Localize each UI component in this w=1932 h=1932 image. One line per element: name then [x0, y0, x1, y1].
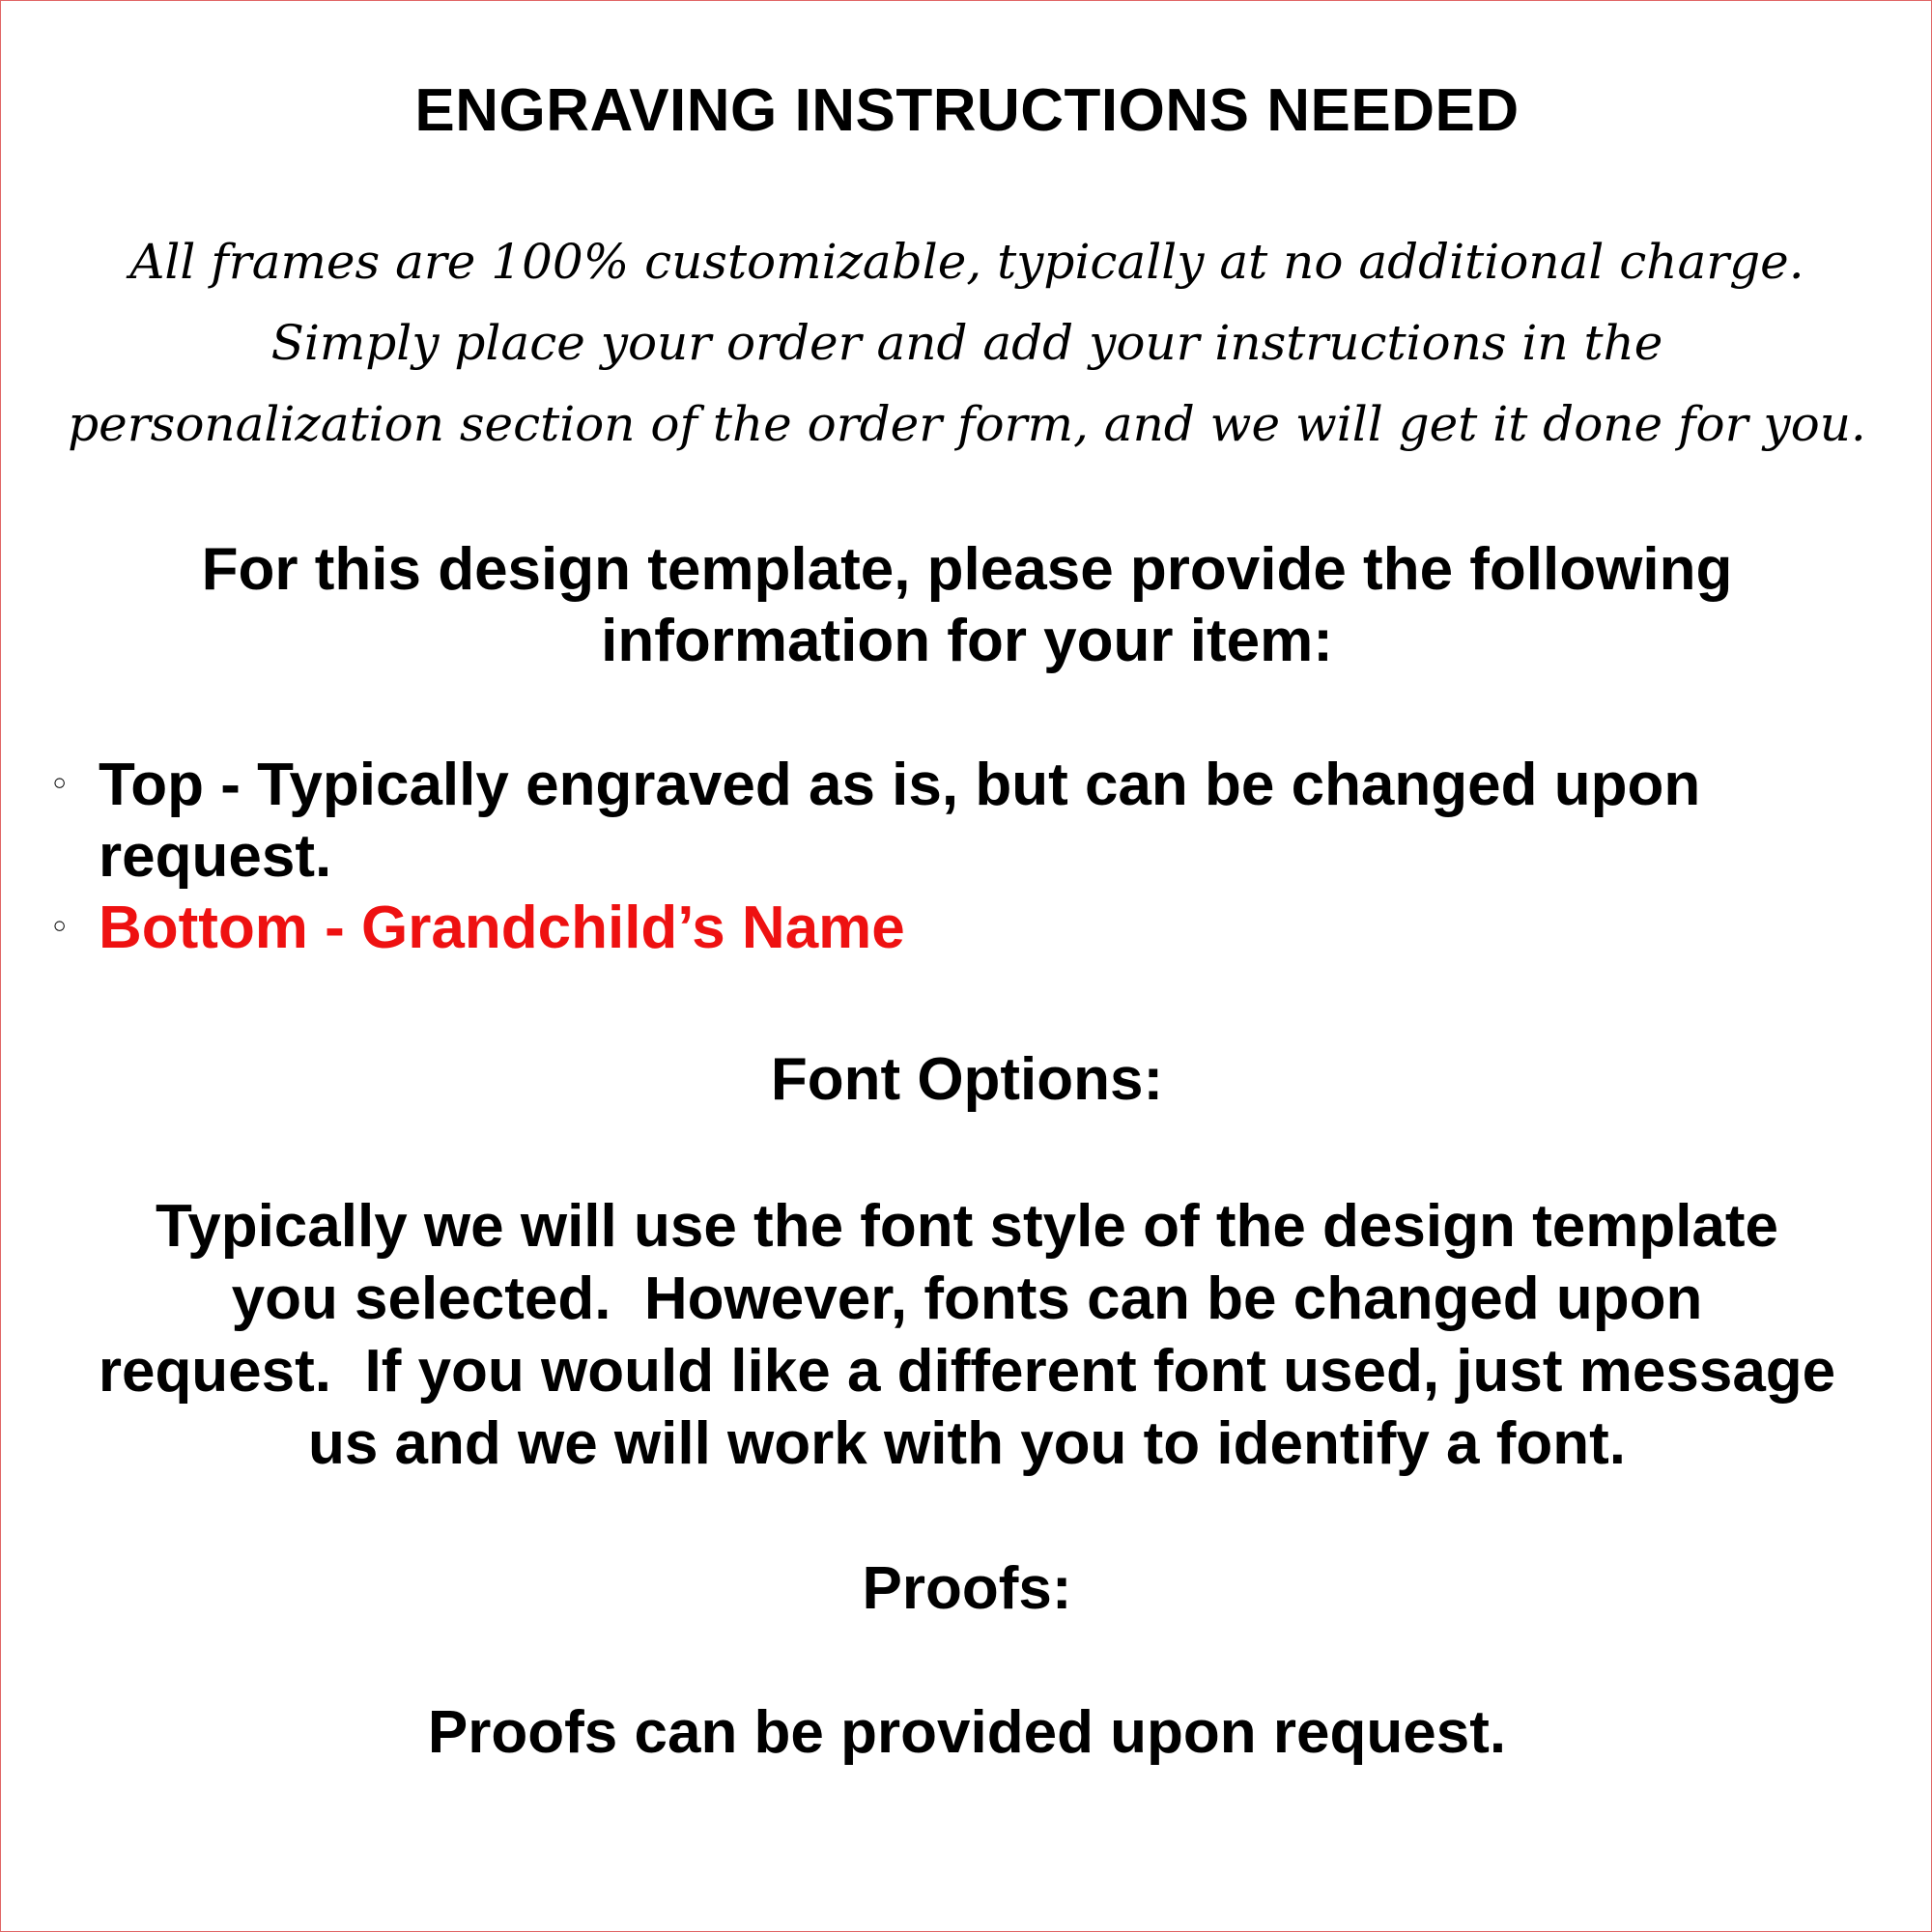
customization-note-line: personalization section of the order form, and we will get it done for you. — [68, 396, 1866, 452]
list-item-text-line: Top - Typically engraved as is, but can be changed upon — [99, 752, 1701, 818]
font-options-heading: Font Options: — [770, 1046, 1164, 1113]
customization-note — [1, 221, 1932, 465]
font-options-line: Typically we will use the font style of the design template — [155, 1193, 1779, 1260]
proofs-text: Proofs can be provided upon request. — [427, 1699, 1507, 1766]
customization-note-line: Simply place your order and add your instructions in the — [270, 315, 1663, 371]
font-options-text — [1, 1190, 1932, 1480]
page-title: ENGRAVING INSTRUCTIONS NEEDED — [414, 77, 1520, 144]
list-item-text-highlight: Bottom - Grandchild’s Name — [99, 895, 905, 961]
font-options-line: you selected. However, fonts can be changed upon — [231, 1265, 1703, 1332]
list-item-text — [99, 750, 1875, 893]
proofs-heading: Proofs: — [862, 1555, 1072, 1622]
engraving-fields-list — [1, 750, 1932, 964]
bullet-icon: ◦ — [49, 908, 71, 948]
list-item-top — [1, 750, 1932, 893]
customization-note-line: All frames are 100% customizable, typically at no additional charge. — [129, 234, 1804, 290]
template-intro — [1, 534, 1932, 677]
template-intro-line: For this design template, please provide the following — [201, 536, 1733, 603]
template-intro-line: information for your item: — [601, 608, 1333, 674]
list-item-text-line: request. — [99, 823, 332, 890]
font-options-line: request. If you would like a different font used, just message — [98, 1338, 1836, 1405]
bullet-icon: ◦ — [49, 765, 71, 805]
font-options-line: us and we will work with you to identify a font. — [307, 1410, 1627, 1477]
list-item-bottom — [1, 893, 1932, 964]
